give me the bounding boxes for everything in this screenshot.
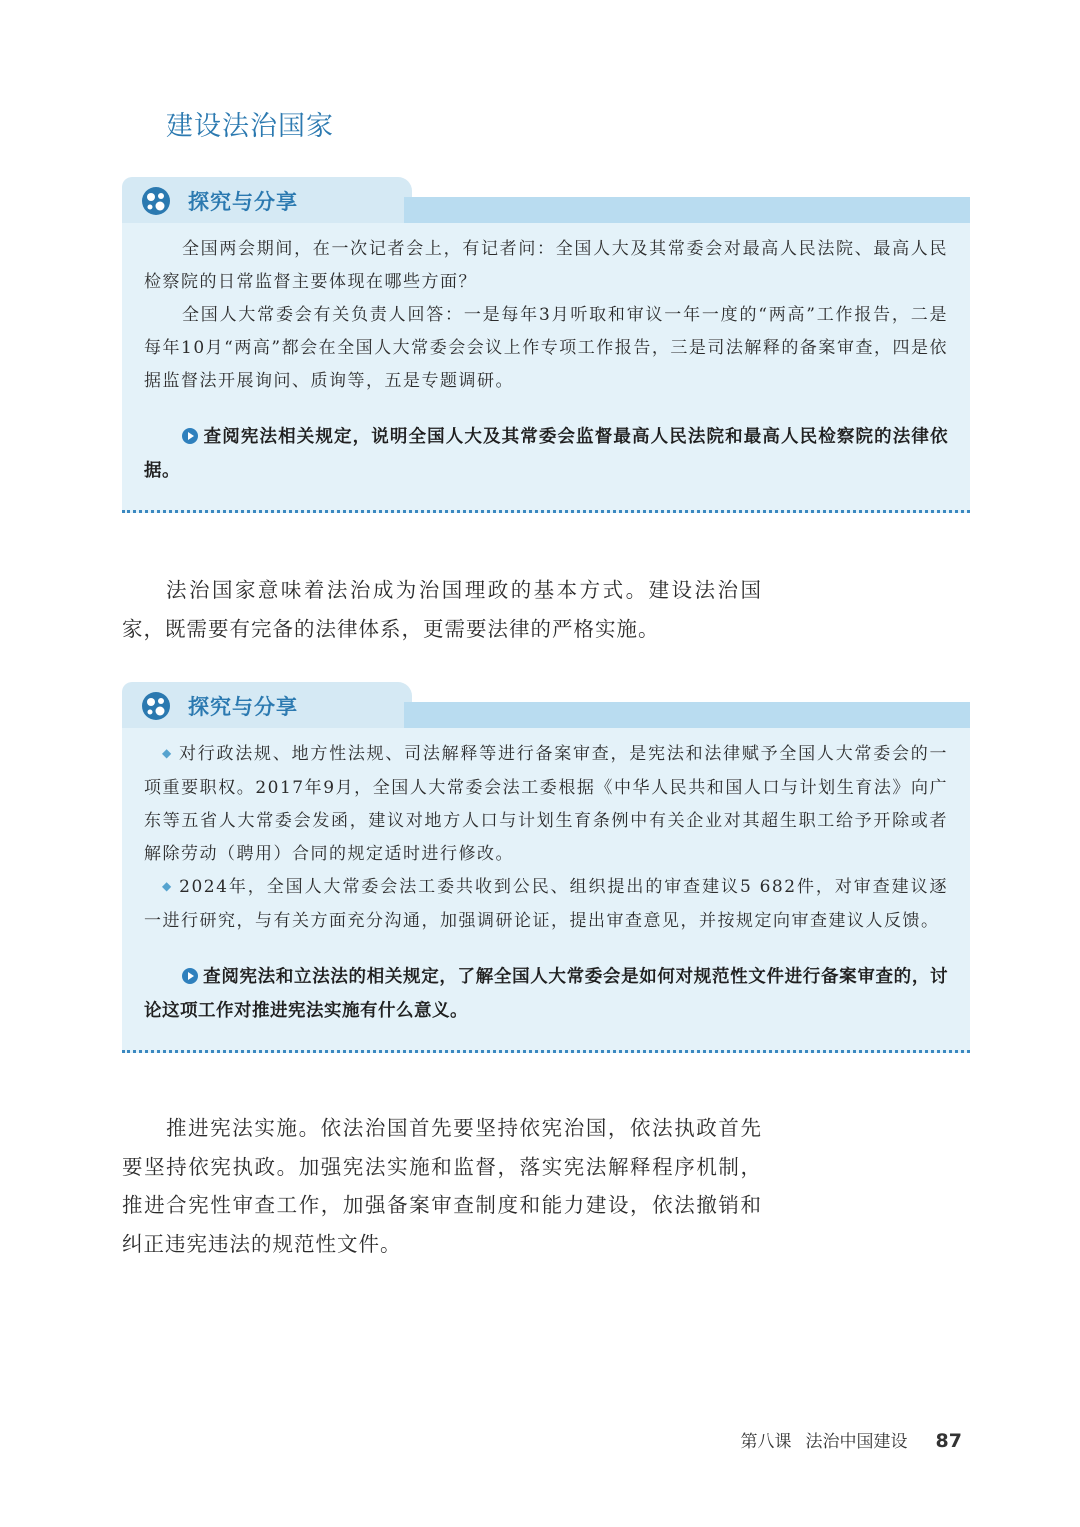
explore-share-box-1 bbox=[122, 177, 970, 513]
diamond-bullet-icon: ◆ bbox=[162, 746, 173, 760]
lesson-title: 法治中国建设 bbox=[805, 1432, 908, 1452]
box-paragraph: 全国两会期间，在一次记者会上，有记者问：全国人大及其常委会对最高人民法院、最高人民检察院的日常监督主要体现在哪些方面？ bbox=[144, 239, 948, 292]
box-paragraph: 全国人大常委会有关负责人回答：一是每年3月听取和审议一年一度的“两高”工作报告，二是每年10月“两高”都会在全国人大常委会会议上作专项工作报告，三是司法解释的备案审查，四是依据监督法开展询问、质询等，五是专题调研。 bbox=[144, 305, 948, 391]
page-footer bbox=[741, 1427, 962, 1452]
diamond-bullet-icon: ◆ bbox=[162, 879, 174, 893]
bullet-item: ◆ 对行政法规、地方性法规、司法解释等进行备案审查，是宪法和法律赋予全国人大常委会的一项重要职权。2017年9月，全国人大常委会法工委根据《中华人民共和国人口与计划生育法》向广东等五省人大常委会发函，建议对地方人口与计划生育条例中有关企业对其超生职工给予开除或者解除劳动（聘用）合同的规定适时进行修改。 bbox=[144, 744, 949, 864]
explore-share-icon bbox=[140, 690, 172, 722]
task-prompt: 查阅宪法相关规定，说明全国人大及其常委会监督最高人民法院和最高人民检察院的法律依据。 bbox=[144, 427, 948, 481]
body-paragraph: 法治国家意味着法治成为治国理政的基本方式。建设法治国家，既需要有完备的法律体系，更需要法律的严格实施。 bbox=[122, 578, 762, 641]
tab-label: 探究与分享 bbox=[188, 190, 298, 214]
tab-label: 探究与分享 bbox=[188, 695, 298, 719]
bullet-item: ◆ 2024年，全国人大常委会法工委共收到公民、组织提出的审查建议5 682件，对审查建议逐一进行研究，与有关方面充分沟通，加强调研论证，提出审查意见，并按规定向审查建议人反馈。 bbox=[144, 877, 948, 931]
page-number: 87 bbox=[935, 1430, 962, 1452]
task-prompt: 查阅宪法和立法法的相关规定，了解全国人大常委会是如何对规范性文件进行备案审查的，讨论这项工作对推进宪法实施有什么意义。 bbox=[144, 967, 948, 1021]
body-paragraph: 推进宪法实施。依法治国首先要坚持依宪治国，依法执政首先要坚持依宪执政。加强宪法实施和监督，落实宪法解释程序机制，推进合宪性审查工作，加强备案审查制度和能力建设，依法撤销和纠正违宪违法的规范性文件。 bbox=[122, 1116, 762, 1256]
explore-share-box-2 bbox=[122, 682, 970, 1053]
box-body bbox=[122, 728, 970, 1053]
box-header bbox=[122, 177, 970, 223]
box-header bbox=[122, 682, 970, 728]
arrow-circle-icon bbox=[182, 428, 198, 444]
lesson-number: 第八课 bbox=[740, 1432, 792, 1452]
arrow-circle-icon bbox=[182, 968, 198, 984]
section-title: 建设法治国家 bbox=[166, 111, 334, 142]
explore-share-icon bbox=[140, 185, 172, 217]
box-body bbox=[122, 223, 970, 513]
